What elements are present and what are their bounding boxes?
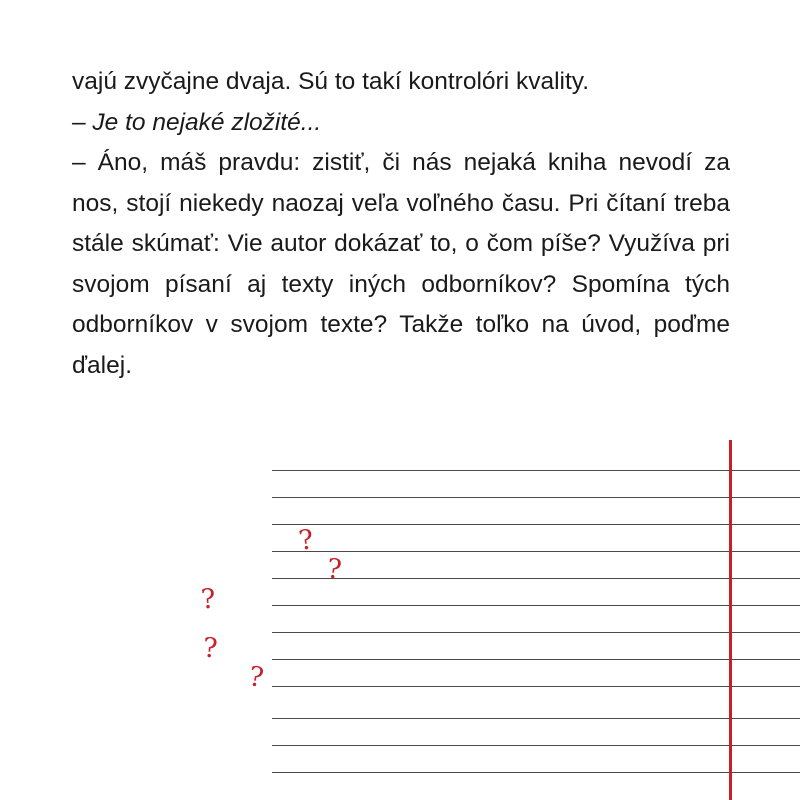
question-mark: ?	[325, 553, 344, 586]
paragraph-1: vajú zvyčajne dvaja. Sú to takí kontrolóri kvality.	[72, 68, 590, 95]
ruled-line	[272, 524, 800, 525]
ruled-line	[272, 605, 800, 606]
question-mark: ?	[296, 524, 316, 557]
ruled-line	[272, 745, 800, 746]
paragraph-3: – Áno, máš pravdu: zistiť, či nás nejaká kniha nevodí za nos, stojí niekedy naozaj veľa voľného času. Pri čítaní treba stále skúmať: Vie autor dokázať to, o čom píše? Využíva pri svojom písaní aj texty iných odborníkov? Spomína tých odborníkov v svojom texte? Takže toľko na úvod, poďme ďalej.	[72, 149, 730, 379]
paragraph-2: – Je to nejaké zložité...	[72, 108, 322, 136]
ruled-line	[272, 578, 800, 579]
ruled-line	[272, 686, 800, 687]
ruled-line	[272, 772, 800, 773]
question-mark: ?	[199, 583, 217, 616]
margin-line	[729, 440, 732, 800]
question-mark: ?	[246, 661, 266, 694]
ruled-line	[272, 718, 800, 719]
ruled-line	[272, 632, 800, 633]
ruled-line	[272, 551, 800, 552]
question-mark: ?	[202, 632, 219, 665]
ruled-line	[272, 497, 800, 498]
ruled-line	[272, 659, 800, 660]
ruled-line	[272, 470, 800, 471]
